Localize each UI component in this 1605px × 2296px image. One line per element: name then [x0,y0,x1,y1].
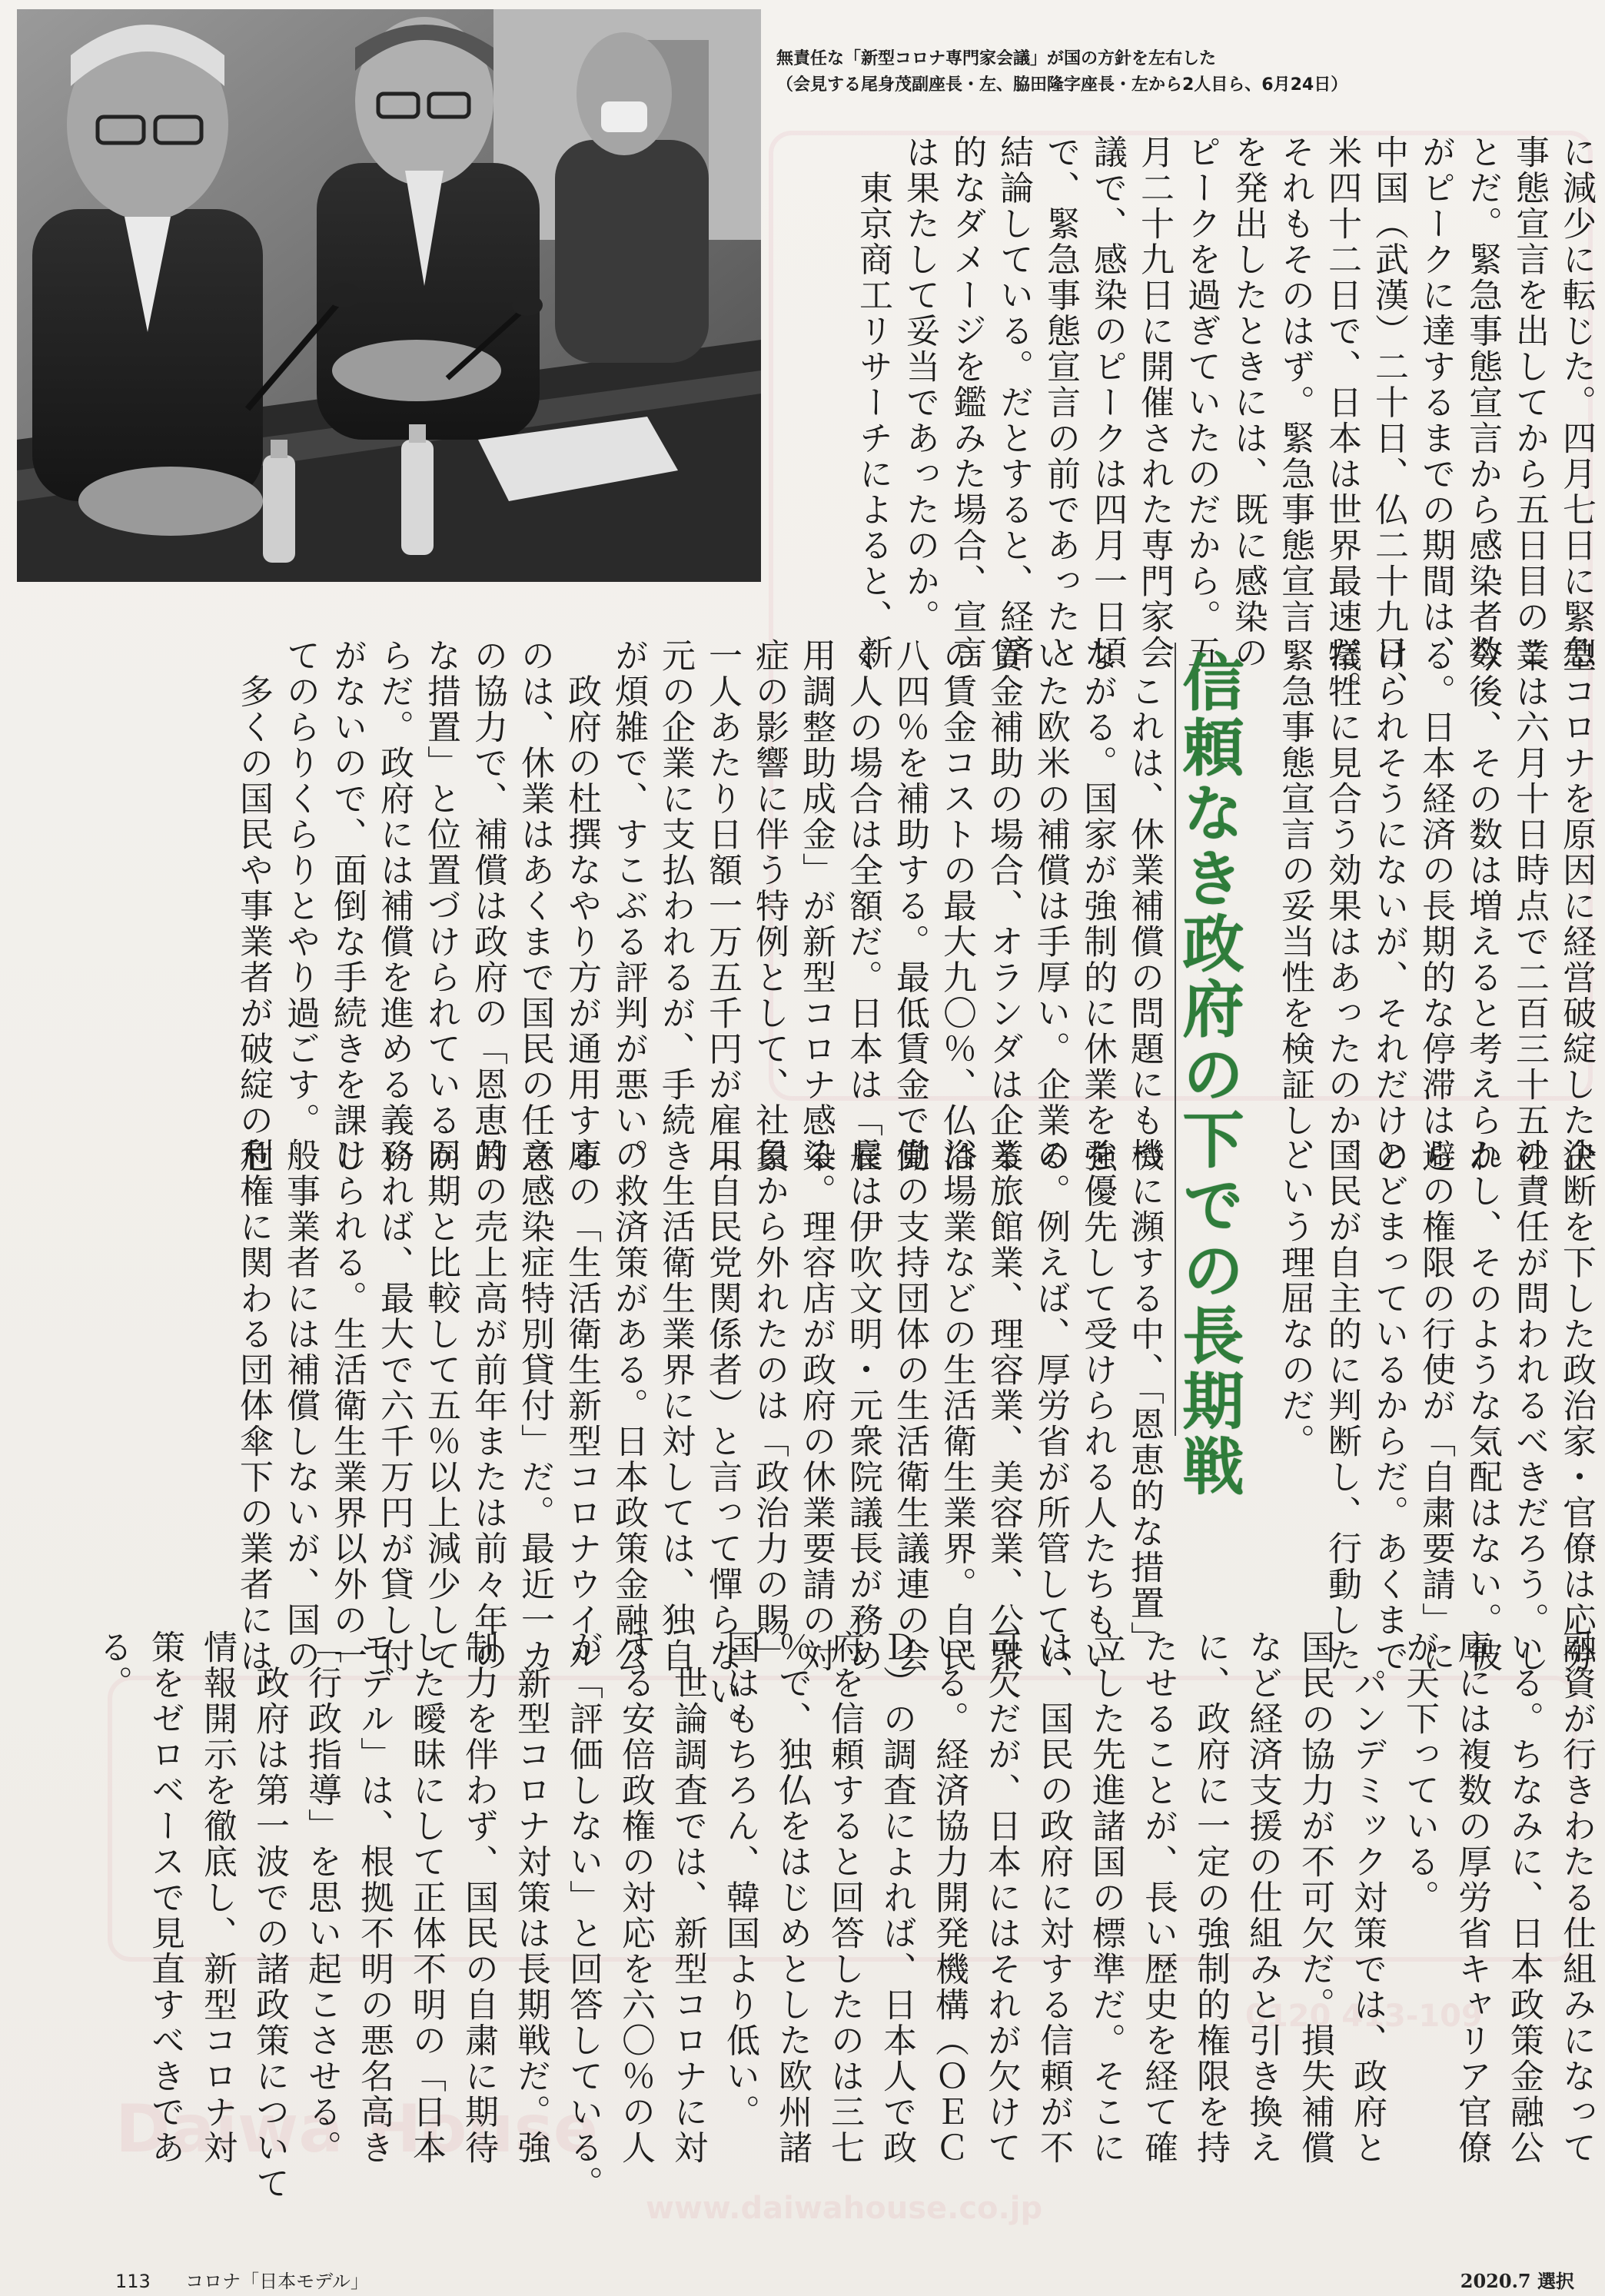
lower-col-11: は、国民の政府に対する信頼が不 [1034,1630,1073,2166]
lower-col-6: 国民の協力が不可欠だ。損失補償 [1295,1630,1334,2166]
mid-right-col-7: 緊急事態宣言の妥当性を検証し、 [1275,638,1314,1175]
mid-col-11: 元の企業に支払われるが、手続き [656,638,695,1175]
mid-col-5: の賃金コストの最大九〇％、仏は [937,638,976,1175]
mid-col-2: ながる。国家が強制的に休業を強 [1078,638,1117,1175]
top-col-14: 的なダメージを鑑みた場合、宣言 [947,135,986,671]
bottom-col-16: 同期と比較して五％以上減少して [421,1138,460,1674]
mid-col-16: な措置」と位置づけられているか [421,638,460,1175]
lower-col-29: る。 [93,1630,132,1701]
lower-col-3: 庫には複数の厚労省キャリア官僚 [1452,1630,1491,2166]
ghost-phone: 0120 413-109 [1245,1999,1483,2034]
lower-col-21: 新型コロナ対策は長期戦だ。強 [511,1630,550,2166]
bottom-col-10: （自民党関係者）と言って憚らない。 [703,1138,742,1746]
mid-col-10: 一人あたり日額一万五千円が雇用 [703,638,742,1175]
mid-col-15: の協力で、補償は政府の「恩恵的 [468,638,507,1175]
lower-col-14: Ｄ）の調査によれば、日本人で政 [877,1630,916,2166]
lower-col-7: など経済支援の仕組みと引き換え [1243,1630,1282,2166]
lower-col-16: ％で、独仏をはじめとした欧州諸 [773,1630,812,2166]
lower-col-8: に、政府に一定の強制的権限を持 [1191,1630,1230,2166]
lower-col-18: 世論調査では、新型コロナに対 [668,1630,707,2166]
mid-right-col-5: けられそうにないが、それだけの [1369,638,1408,1175]
lower-col-5: パンデミック対策では、政府と [1347,1630,1387,2166]
mid-col-14: のは、休業はあくまで国民の任意 [515,638,554,1175]
lower-col-17: 国はもちろん、韓国より低い。 [720,1630,759,2130]
top-col-4: がピークに達するまでの期間は、 [1416,135,1455,671]
ghost-brand: Daiwa House [115,2091,599,2168]
caption-line-2: （会見する尾身茂副座長・左、脇田隆字座長・左から2人目ら、6月24日） [776,75,1348,95]
bottom-col-3: る。例えば、厚労省が所管してい [1031,1138,1070,1674]
top-col-12: で、緊急事態宣言の前であったと [1041,135,1080,671]
top-col-13: 結論している。だとすると、経済 [994,135,1033,671]
mid-col-4: 賃金補助の場合、オランダは企業 [984,638,1023,1175]
headline: 信頼なき政府の下での長期戦 [1172,650,1244,1500]
mid-col-3: いた欧米の補償は手厚い。企業の [1031,638,1070,1175]
mid-right-col-1: 型コロナを原因に経営破綻した企 [1557,638,1596,1175]
page-footer [115,2266,369,2293]
top-col-1: に減少に転じた。四月七日に緊急 [1557,135,1596,671]
bottom-col-14: ス感染症特別貸付」だ。最近一カ [515,1138,554,1674]
top-col-2: 事態宣言を出してから五日目のこ [1510,135,1549,671]
lower-col-13: いる。経済協力開発機構（ＯＥＣ [929,1630,969,2166]
mid-col-17: らだ。政府には補償を進める義務 [374,638,414,1175]
bottom-col-8: る。理容店が政府の休業要請の対 [796,1138,836,1674]
top-col-7: それもそのはず。緊急事態宣言 [1275,135,1314,635]
section-title: コロナ「日本モデル」 [185,2271,369,2292]
mid-right-col-2: 業は六月十日時点で二百三十五社。 [1510,638,1549,1210]
lower-col-23: した曖昧にして正体不明の「日本 [407,1630,446,2166]
mid-col-6: 八四％を補助する。最低賃金で働 [890,638,929,1175]
bottom-col-9: 象から外れたのは「政治力の賜」 [749,1138,789,1674]
lower-col-2: いる。ちなみに、日本政策金融公 [1504,1630,1544,2166]
mid-col-9: 症の影響に伴う特例として、社員 [749,638,789,1175]
bottom-right-col-0: という理屈なのだ。 [1275,1138,1314,1460]
lower-col-25: 「行政指導」を思い起こさせる。 [302,1630,341,2166]
bottom-col-12: の救済策がある。日本政策金融公 [609,1138,648,1674]
bottom-col-4: る旅館業、理容業、美容業、公衆 [984,1138,1023,1674]
top-col-3: とだ。緊急事態宣言から感染者数 [1463,135,1502,671]
bottom-col-6: 党の支持団体の生活衛生議連の会 [890,1138,929,1674]
page-number: 113 [115,2271,151,2292]
bottom-col-20: 利権に関わる団体傘下の業者には、 [234,1138,273,1710]
mid-col-13: 政府の杜撰なやり方が通用する [562,638,601,1175]
mid-right-col-6: 犠牲に見合う効果はあったのか。 [1322,638,1361,1175]
ghost-url: www.daiwahouse.co.jp [646,2191,1043,2226]
lower-col-9: たせることが、長い歴史を経て確 [1138,1630,1178,2166]
press-conference-photo [17,9,761,582]
bottom-right-col-4: らの権限の行使が「自粛要請」に [1416,1138,1455,1674]
lower-col-10: 立した先進諸国の標準だ。そこに [1086,1630,1125,2166]
mid-col-8: 用調整助成金」が新型コロナ感染 [796,638,836,1175]
photo-caption [776,46,1599,98]
lower-col-20: が「評価しない」と回答している。 [563,1630,603,2201]
caption-line-1: 無責任な「新型コロナ専門家会議」が国の方針を左右した [776,49,1217,68]
mid-col-7: く人の場合は全額だ。日本は「雇 [843,638,882,1175]
top-col-5: 中国（武漢）二十日、仏二十九日、 [1369,135,1408,706]
bottom-col-13: 庫の「生活衛生新型コロナウイル [562,1138,601,1674]
lower-col-27: 情報開示を徹底し、新型コロナ対 [198,1630,237,2166]
top-col-8: を発出したときには、既に感染の [1228,135,1268,671]
lower-col-26: 政府は第一波での諸政策について [250,1630,289,2201]
bottom-col-15: 月の売上高が前年または前々年の [468,1138,507,1674]
top-col-16: 東京商工リサーチによると、新 [853,135,892,671]
bottom-col-7: 長は伊吹文明・元衆院議長が務め [843,1138,882,1674]
lower-col-1: 融資が行きわたる仕組みになって [1557,1630,1596,2166]
bottom-right-col-6: 国民が自主的に判断し、行動した [1322,1138,1361,1674]
issue-label: 2020.7 選択 [1460,2270,1574,2292]
lower-col-24: モデル」は、根拠不明の悪名高き [354,1630,394,2166]
bottom-right-col-5: とどまっているからだ。あくまで [1369,1138,1408,1674]
lower-col-4: が天下っている。 [1400,1630,1439,1916]
bottom-right-col-1: 決断を下した政治家・官僚は応分 [1557,1138,1596,1674]
bottom-col-5: 浴場業などの生活衛生業界。自民 [937,1138,976,1674]
bottom-col-17: いれば、最大で六千万円が貸し付 [374,1138,414,1674]
lower-col-19: する安倍政権の対応を六〇％の人 [616,1630,655,2166]
top-col-10: 月二十九日に開催された専門家会 [1135,135,1174,671]
bottom-col-19: 般事業者には補償しないが、国の [281,1138,320,1674]
top-col-9: ピークを過ぎていたのだから。五 [1181,135,1221,671]
top-col-11: 議で、感染のピークは四月一日頃 [1088,135,1127,671]
mid-col-12: が煩雑で、すこぶる評判が悪い。 [609,638,648,1175]
bottom-col-18: けられる。生活衛生業界以外の一 [327,1138,367,1674]
bottom-col-11: 生活衛生業界に対しては、独自 [656,1138,695,1674]
lower-col-28: 策をゼロベースで見直すべきであ [145,1630,184,2166]
top-col-15: は果たして妥当であったのか。 [900,135,939,635]
mid-col-1: これは、休業補償の問題にもつ [1125,638,1164,1175]
lower-col-12: 可欠だが、日本にはそれが欠けて [982,1630,1021,2166]
mid-col-20: 多くの国民や事業者が破綻の危 [234,638,273,1175]
top-col-6: 米四十二日で、日本は世界最速だ。 [1322,135,1361,706]
lower-col-15: 府を信頼すると回答したのは三七 [825,1630,864,2166]
mid-right-col-4: る。日本経済の長期的な停滞は避 [1416,638,1455,1175]
lower-col-22: 制力を伴わず、国民の自粛に期待 [459,1630,498,2166]
mid-col-19: てのらりくらりとやり過ごす。 [281,638,320,1138]
bottom-right-col-3: かし、そのような気配はない。彼 [1463,1138,1502,1674]
bottom-right-col-2: の責任が問われるべきだろう。し [1510,1138,1549,1674]
mid-col-18: がないので、面倒な手続きを課し [327,638,367,1175]
mid-right-col-3: 今後、その数は増えると考えられ [1463,638,1502,1175]
bottom-col-1: 機に瀕する中、「恩恵的な措置」 [1125,1138,1164,1657]
bottom-col-2: を優先して受けられる人たちもい [1078,1138,1117,1674]
